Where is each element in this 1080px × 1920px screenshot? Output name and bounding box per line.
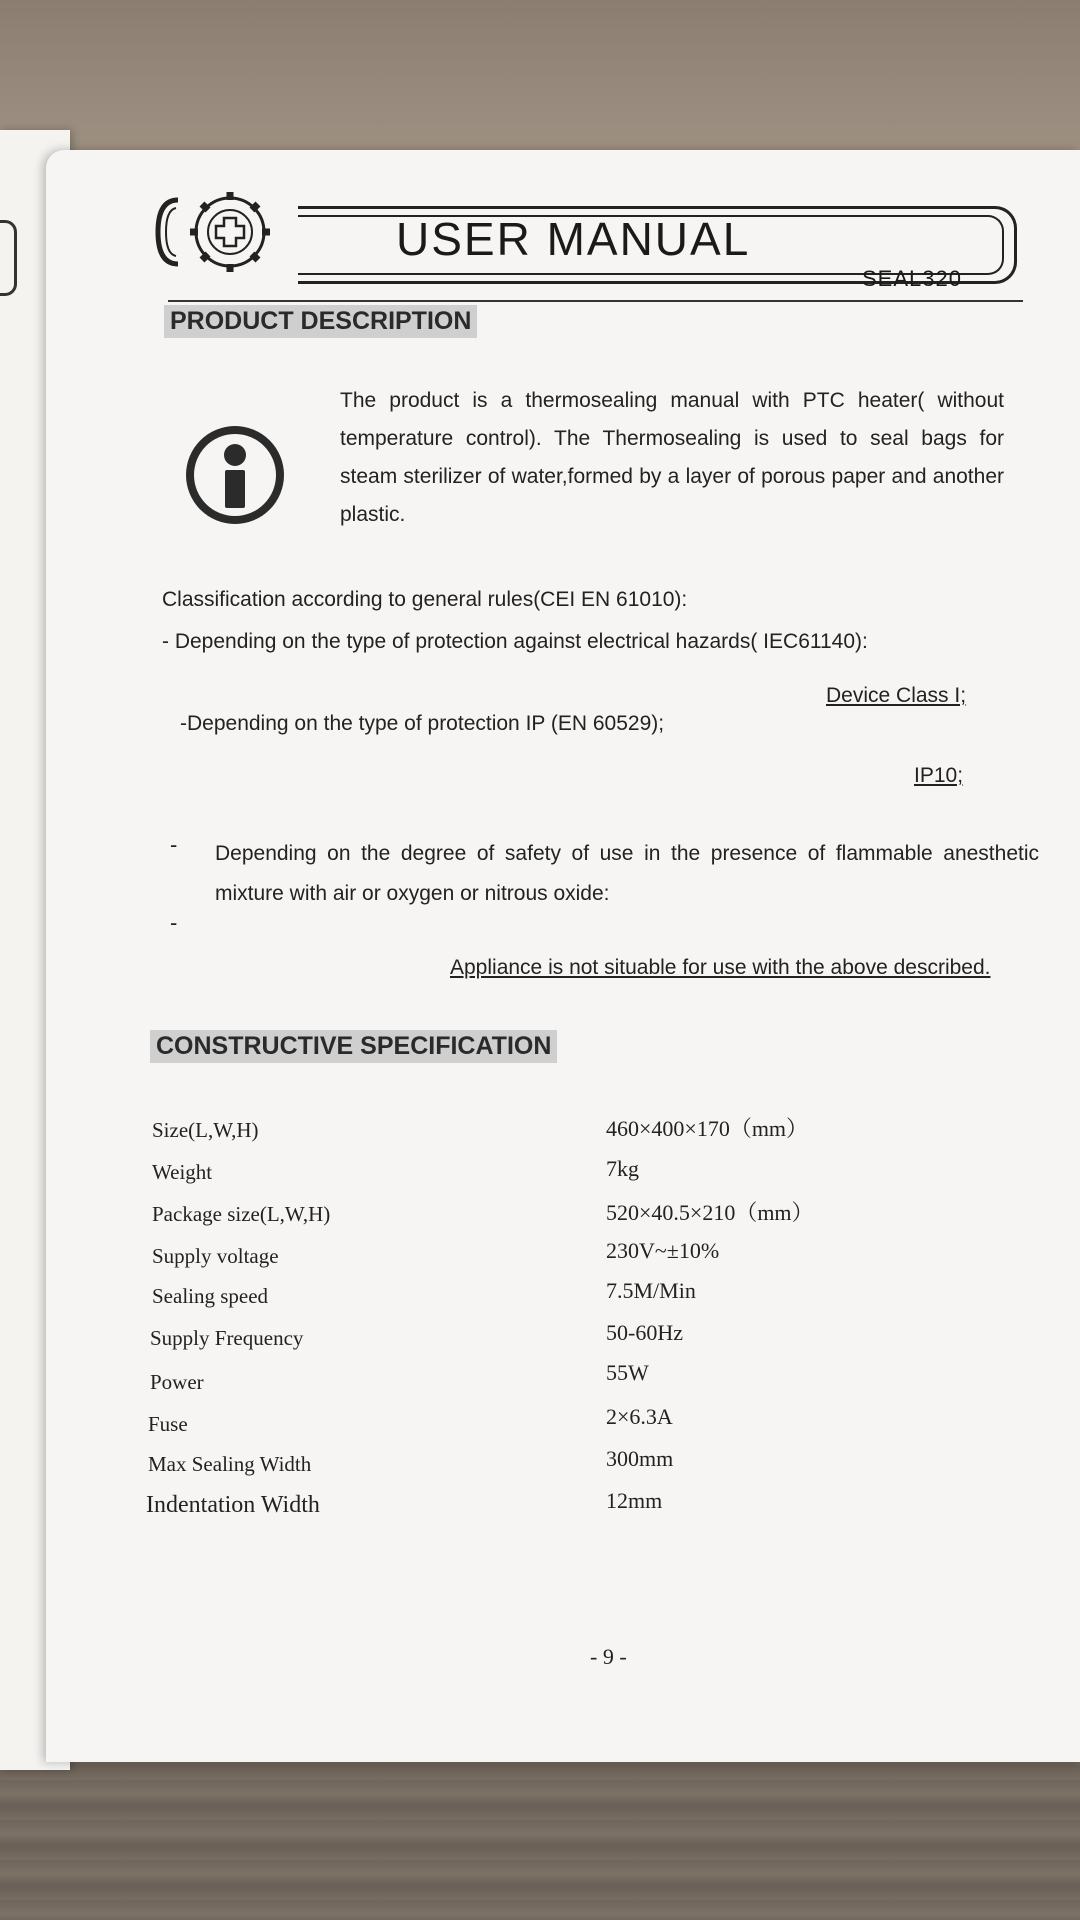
spec-value: 7.5M/Min	[606, 1278, 696, 1303]
spec-label: Package size(L,W,H)	[152, 1202, 331, 1226]
classification-item-flammable: Depending on the degree of safety of use in the presence of flammable anesthetic mixture with air or oxygen or nitrous oxide:	[215, 842, 1039, 905]
classification-value-flammable: Appliance is not situable for use with the above described.	[450, 956, 991, 979]
constructive-specification-heading: CONSTRUCTIVE SPECIFICATION	[150, 1030, 557, 1063]
classification-item-ip: -Depending on the type of protection IP (EN 60529);	[180, 712, 665, 735]
spec-label: Supply Frequency	[150, 1326, 304, 1350]
spec-label: Weight	[152, 1160, 213, 1184]
spec-label: Fuse	[148, 1412, 188, 1436]
classification-value-device-class: Device Class I;	[826, 684, 967, 707]
desk-surface	[0, 1740, 1080, 1920]
classification-intro: Classification according to general rules(CEI EN 61010):	[162, 588, 688, 611]
spec-label: Size(L,W,H)	[152, 1118, 259, 1142]
spec-value: 7kg	[606, 1156, 639, 1181]
header-rule	[168, 300, 1023, 302]
list-bullet: -	[170, 832, 178, 857]
spec-value: 230V~±10%	[606, 1238, 720, 1263]
spec-label: Max Sealing Width	[148, 1452, 312, 1476]
manual-title: USER MANUAL	[396, 213, 751, 265]
spec-value: 12mm	[606, 1488, 663, 1513]
list-bullet: -	[170, 910, 178, 935]
spec-value: 460×400×170（mm）	[606, 1116, 809, 1141]
page-number: - 9 -	[590, 1644, 627, 1669]
info-icon	[186, 426, 284, 524]
spec-label: Supply voltage	[152, 1244, 279, 1268]
classification-value-ip: IP10;	[914, 764, 964, 787]
company-logo-gear-icon	[150, 182, 290, 282]
model-number: SEAL320	[862, 266, 962, 291]
spec-label: Indentation Width	[146, 1492, 320, 1518]
spec-label: Power	[150, 1370, 204, 1394]
spec-label: Sealing speed	[152, 1284, 269, 1308]
spec-value: 55W	[606, 1360, 649, 1385]
product-description-heading: PRODUCT DESCRIPTION	[164, 305, 477, 338]
product-description-text: The product is a thermosealing manual with PTC heater( without temperature control). The Thermosealing is used to seal bags for steam sterilizer of water,formed by a layer of porous paper and another plastic.	[340, 389, 1004, 526]
spec-value: 2×6.3A	[606, 1404, 673, 1429]
classification-item-electrical: - Depending on the type of protection against electrical hazards( IEC61140):	[162, 630, 868, 653]
spec-value: 300mm	[606, 1446, 674, 1471]
spec-value: 50-60Hz	[606, 1320, 683, 1345]
spec-value: 520×40.5×210（mm）	[606, 1200, 814, 1225]
